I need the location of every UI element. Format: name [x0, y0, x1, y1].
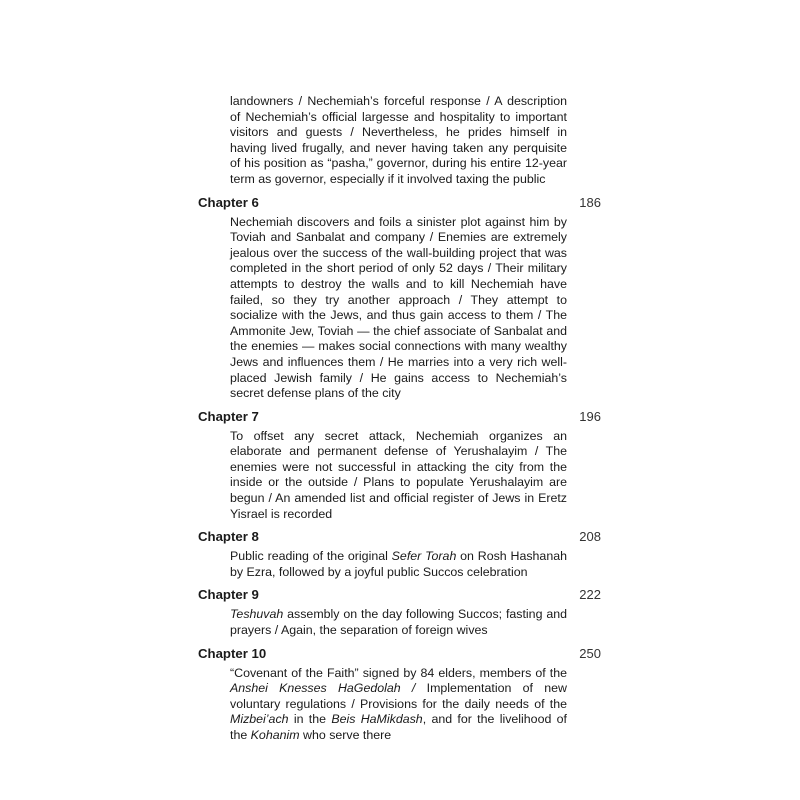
chapter-title: Chapter 7 [198, 408, 259, 424]
chapter-description [230, 607, 567, 638]
chapter-page-number: 186 [579, 194, 601, 210]
chapter-heading [198, 528, 601, 546]
description-text: assembly on the day following Succos; fasting and prayers / Again, the separation of foreign wives [230, 607, 567, 638]
chapter-title: Chapter 10 [198, 645, 267, 661]
description-text: in the [288, 712, 332, 727]
italic-term: Mizbei’ach [230, 712, 289, 727]
description-text: “Covenant of the Faith” signed by 84 elders, members of the [230, 665, 567, 680]
chapter-heading [198, 194, 601, 212]
chapter-entry [198, 408, 601, 523]
chapter-page-number: 222 [579, 587, 601, 603]
chapter-page-number: 208 [579, 529, 601, 545]
chapter-heading [198, 586, 601, 604]
chapter-entry [198, 528, 601, 580]
chapter-description [230, 666, 567, 744]
chapter-title: Chapter 6 [198, 194, 259, 210]
italic-term: Kohanim [250, 728, 300, 742]
chapter-heading [198, 408, 601, 426]
description-text: , and for the livelihood of the [230, 712, 567, 742]
chapter-page-number: 196 [579, 408, 601, 424]
chapter-list [198, 194, 601, 744]
description-text: To offset any secret attack, Nechemiah organizes an elaborate and permanent defense of Yerushalayim / The enemies were not successful in attacking the city from the inside or the outside / Plans to populate Yerushalayim are begun / An amended list and official register of Jews in Eretz Yisrael is recorded [230, 428, 567, 521]
chapter-entry [198, 194, 601, 402]
description-text: who serve there [299, 728, 392, 742]
italic-term: Sefer Torah [391, 549, 457, 564]
description-text: Public reading of the original [230, 549, 392, 564]
chapter-page-number: 250 [579, 645, 601, 661]
chapter-entry [198, 645, 601, 744]
chapter-heading [198, 645, 601, 663]
chapter-entry [198, 586, 601, 638]
description-text: on Rosh Hashanah by Ezra, followed by a joyful public Succos celebration [230, 549, 567, 579]
chapter-title: Chapter 9 [198, 587, 259, 603]
italic-term: Anshei Knesses HaGedolah / [230, 681, 416, 696]
description-text: Nechemiah discovers and foils a sinister plot against him by Toviah and Sanbalat and company / Enemies are extremely jealous over the success of the wall-building project that was completed in the short period of only 52 days / Their military attempts to destroy the walls and to kill Nechemiah have failed, so they try another approach / They attempt to socialize with the Jews, and thus gain access to them / The Ammonite Jew, Toviah — the chief associate of Sanbalat and the enemies — makes social connections with many wealthy Jews and influences them / He marries into a very rich well-placed Jewish family / He gains access to Nechemiah’s secret defense plans of the city [230, 214, 567, 401]
chapter-description [230, 429, 567, 523]
description-text: Implementation of new voluntary regulations / Provisions for the daily needs of the [230, 681, 567, 711]
chapter-description [230, 215, 567, 402]
italic-term: Beis HaMikdash [331, 712, 423, 727]
intro-description: landowners / Nechemiah’s forceful response / A description of Nechemiah’s official largesse and hospitality to important visitors and guests / Nevertheless, he prides himself in having lived frugally, and never having taken any perquisite of his position as “pasha,” governor, during his entire 12-year term as governor, especially if it involved taxing the public [230, 94, 567, 186]
italic-term: Teshuvah [230, 607, 284, 622]
chapter-description [230, 549, 567, 580]
table-of-contents [198, 94, 601, 744]
chapter-title: Chapter 8 [198, 529, 259, 545]
